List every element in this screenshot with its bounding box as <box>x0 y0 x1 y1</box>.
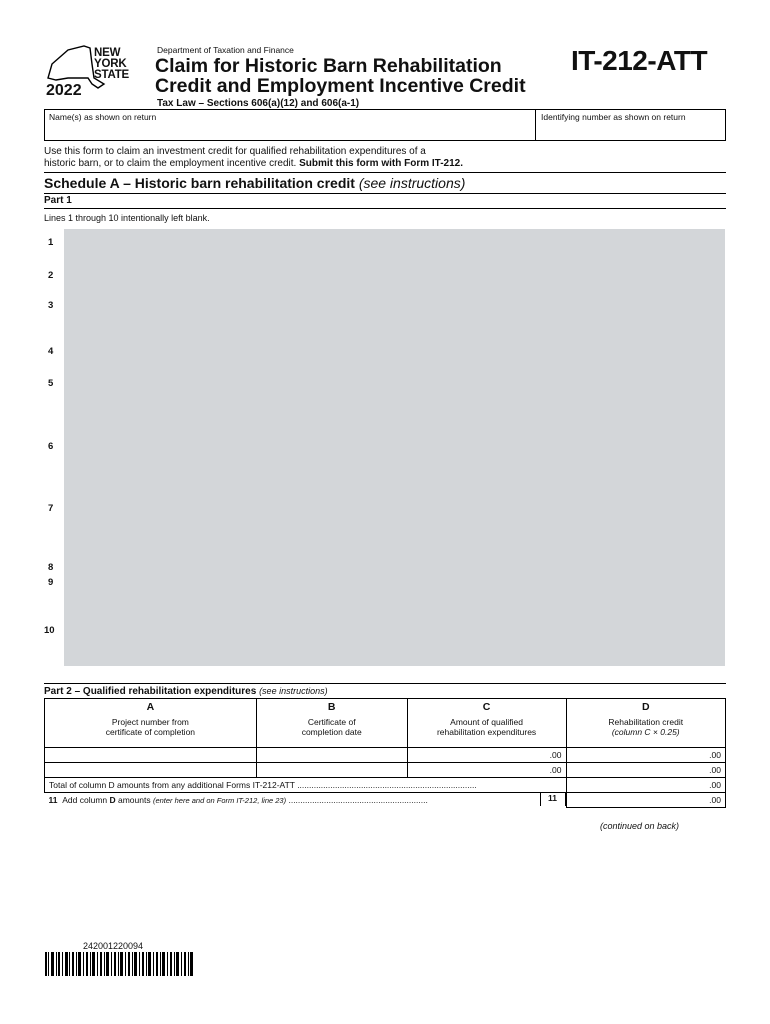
intentionally-blank-area <box>64 229 725 666</box>
taxpayer-info-box <box>44 109 726 141</box>
line-number-3: 3 <box>48 300 54 311</box>
part1-label: Part 1 <box>44 195 72 206</box>
line-number-7: 7 <box>48 503 54 514</box>
line-11-field[interactable]: .00 <box>566 793 726 808</box>
line-11-row <box>45 793 726 808</box>
continued-note: (continued on back) <box>600 821 680 831</box>
form-instructions: Use this form to claim an investment credit for qualified rehabilitation expenditures of a historic barn, or to claim the employment incentive credit. Submit this form with Form IT-212. <box>44 146 464 169</box>
column-a-header: A Project number from certificate of completion <box>45 699 257 748</box>
nys-logo <box>38 44 138 100</box>
column-b-header: B Certificate of completion date <box>256 699 407 748</box>
table-row <box>45 763 726 778</box>
line-number-4: 4 <box>48 346 54 357</box>
completion-date-field[interactable] <box>256 748 407 763</box>
project-number-field[interactable] <box>45 763 257 778</box>
credit-field[interactable]: .00 <box>566 763 726 778</box>
line-11-box: 11 <box>540 793 566 806</box>
line-number-1: 1 <box>48 237 54 248</box>
line-number-10: 10 <box>44 625 55 636</box>
table-row <box>45 748 726 763</box>
line-number-9: 9 <box>48 577 54 588</box>
total-additional-label: Total of column D amounts from any additional Forms IT-212-ATT ............................................................................ <box>45 778 567 793</box>
credit-field[interactable]: .00 <box>566 748 726 763</box>
identifying-number-label: Identifying number as shown on return <box>541 112 686 122</box>
part2-header-row <box>45 699 726 748</box>
part2-title: Part 2 – Qualified rehabilitation expenditures (see instructions) <box>44 686 328 697</box>
expenditures-field[interactable]: .00 <box>407 748 566 763</box>
column-d-header: D Rehabilitation credit (column C × 0.25) <box>566 699 726 748</box>
form-code: 242001220094 <box>83 941 144 951</box>
line-number-8: 8 <box>48 562 54 573</box>
logo-state-name: NEW YORK STATE <box>94 47 129 81</box>
form-number: IT-212-ATT <box>571 45 708 76</box>
form-title: Claim for Historic Barn Rehabilitation Credit and Employment Incentive Credit <box>155 55 526 97</box>
line-number-6: 6 <box>48 441 54 452</box>
blank-lines-note: Lines 1 through 10 intentionally left blank. <box>44 213 210 223</box>
name-field-label: Name(s) as shown on return <box>49 112 157 122</box>
project-number-field[interactable] <box>45 748 257 763</box>
tax-law-reference: Tax Law – Sections 606(a)(12) and 606(a-1) <box>157 98 360 109</box>
total-additional-forms-row <box>45 778 726 793</box>
column-c-header: C Amount of qualified rehabilitation expenditures <box>407 699 566 748</box>
tax-year: 2022 <box>46 82 82 99</box>
department-name: Department of Taxation and Finance <box>157 45 294 55</box>
line-number-2: 2 <box>48 270 54 281</box>
barcode-icon <box>45 952 193 976</box>
total-additional-field[interactable]: .00 <box>566 778 726 793</box>
completion-date-field[interactable] <box>256 763 407 778</box>
part2-table <box>44 698 726 808</box>
line-number-5: 5 <box>48 378 54 389</box>
expenditures-field[interactable]: .00 <box>407 763 566 778</box>
schedule-a-title: Schedule A – Historic barn rehabilitation credit (see instructions) <box>44 175 466 191</box>
line-11-label: 11 Add column D amounts (enter here and on Form IT-212, line 23) ........................................................... 11 <box>45 793 567 808</box>
